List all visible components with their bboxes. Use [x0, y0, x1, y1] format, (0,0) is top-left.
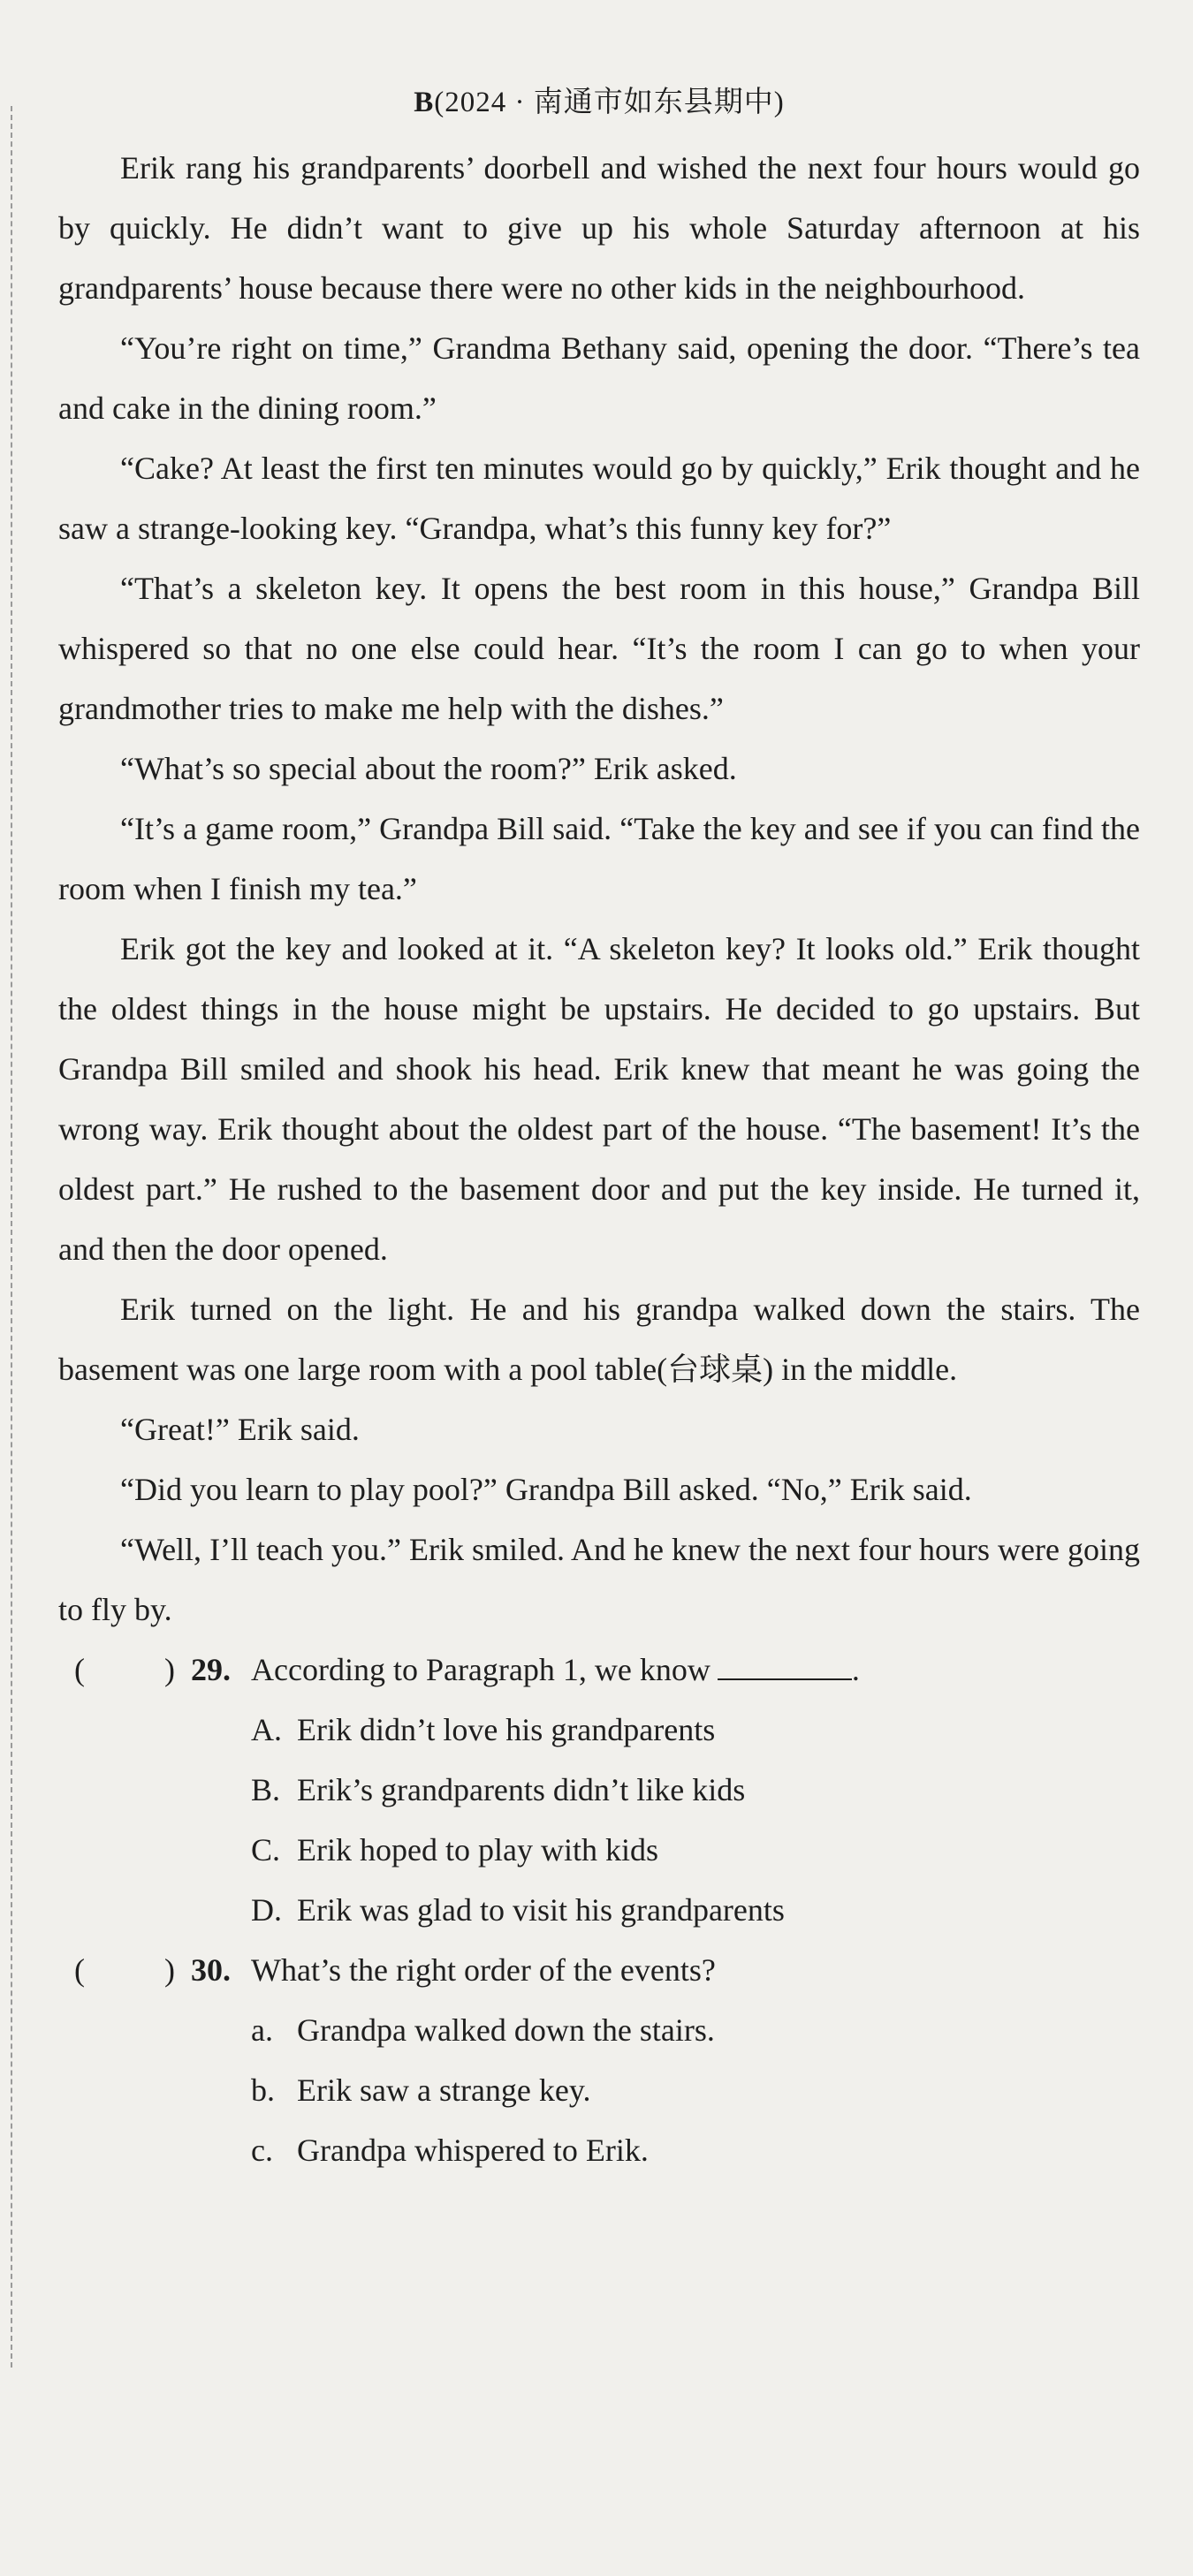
passage-paragraph-10: “Did you learn to play pool?” Grandpa Bill asked. “No,” Erik said.	[120, 1472, 972, 1507]
question-text: What’s the right order of the events?	[251, 1952, 716, 1988]
option-letter: A.	[251, 1712, 282, 1747]
event-c	[251, 2120, 1140, 2180]
passage-paragraph-4: “That’s a skeleton key. It opens the best room in this house,” Grandpa Bill whispered so that no one else could hear. “It’s the room I can go to when your grandmother tries to make me help with the dishes.”	[58, 571, 1148, 726]
passage-paragraph-5: “What’s so special about the room?” Erik asked.	[120, 751, 737, 786]
option-text: Erik was glad to visit his grandparents	[297, 1892, 785, 1928]
passage-paragraph-11: “Well, I’ll teach you.” Erik smiled. And he knew the next four hours were going to fly by.	[58, 1532, 1148, 1627]
option-d[interactable]	[251, 1880, 1140, 1940]
event-letter: a.	[251, 2012, 273, 2048]
passage-paragraph-6: “It’s a game room,” Grandpa Bill said. “Take the key and see if you can find the room when I finish my tea.”	[58, 811, 1148, 906]
passage-paragraph-3: “Cake? At least the first ten minutes would go by quickly,” Erik thought and he saw a strange-looking key. “Grandpa, what’s this funny key for?”	[58, 451, 1148, 546]
answer-blank[interactable]	[718, 1643, 852, 1680]
question-text: According to Paragraph 1, we know	[251, 1652, 710, 1687]
section-label: B	[414, 87, 435, 118]
passage	[58, 138, 1148, 1640]
event-text: Grandpa whispered to Erik.	[297, 2133, 649, 2168]
question-number: 29.	[191, 1652, 231, 1687]
option-letter: C.	[251, 1832, 281, 1868]
question-30-stem	[58, 1940, 1140, 2000]
answer-bracket-close: )	[164, 1652, 175, 1687]
event-letter: b.	[251, 2072, 275, 2108]
option-text: Erik didn’t love his grandparents	[297, 1712, 716, 1747]
option-b[interactable]	[251, 1760, 1140, 1820]
option-letter: D.	[251, 1892, 282, 1928]
event-text: Grandpa walked down the stairs.	[297, 2012, 715, 2048]
event-text: Erik saw a strange key.	[297, 2072, 591, 2108]
option-text: Erik’s grandparents didn’t like kids	[297, 1772, 746, 1807]
question-29	[58, 1640, 1140, 1940]
question-trailing: .	[851, 1652, 860, 1687]
event-b	[251, 2060, 1140, 2120]
event-letter: c.	[251, 2133, 273, 2168]
option-letter: B.	[251, 1772, 281, 1807]
option-c[interactable]	[251, 1820, 1140, 1880]
passage-paragraph-8: Erik turned on the light. He and his grandpa walked down the stairs. The basement was one large room with a pool table(台球桌) in the middle.	[58, 1292, 1148, 1387]
event-a	[251, 2000, 1140, 2060]
question-29-stem	[58, 1640, 1140, 1700]
answer-bracket-close: )	[164, 1952, 175, 1988]
answer-bracket-open: (	[74, 1652, 85, 1687]
passage-paragraph-9: “Great!” Erik said.	[120, 1412, 360, 1447]
option-text: Erik hoped to play with kids	[297, 1832, 658, 1868]
worksheet-page	[58, 81, 1148, 2180]
binding-margin-line	[11, 106, 12, 2368]
option-a[interactable]	[251, 1700, 1140, 1760]
section-source: (2024 · 南通市如东县期中)	[434, 87, 785, 118]
question-30	[58, 1940, 1140, 2180]
passage-paragraph-1: Erik rang his grandparents’ doorbell and wished the next four hours would go by quickly. He didn’t want to give up his whole Saturday afternoon at his grandparents’ house because there were no other kids in the neighbourhood.	[58, 150, 1148, 306]
passage-paragraph-2: “You’re right on time,” Grandma Bethany said, opening the door. “There’s tea and cake in the dining room.”	[58, 330, 1148, 426]
question-number: 30.	[191, 1952, 231, 1988]
passage-paragraph-7: Erik got the key and looked at it. “A skeleton key? It looks old.” Erik thought the oldest things in the house might be upstairs. He decided to go upstairs. But Grandpa Bill smiled and shook his head. Erik knew that meant he was going the wrong way. Erik thought about the oldest part of the house. “The basement! It’s the oldest part.” He rushed to the basement door and put the key inside. He turned it, and then the door opened.	[58, 931, 1148, 1267]
answer-bracket-open: (	[74, 1952, 85, 1988]
section-heading	[58, 81, 1140, 124]
